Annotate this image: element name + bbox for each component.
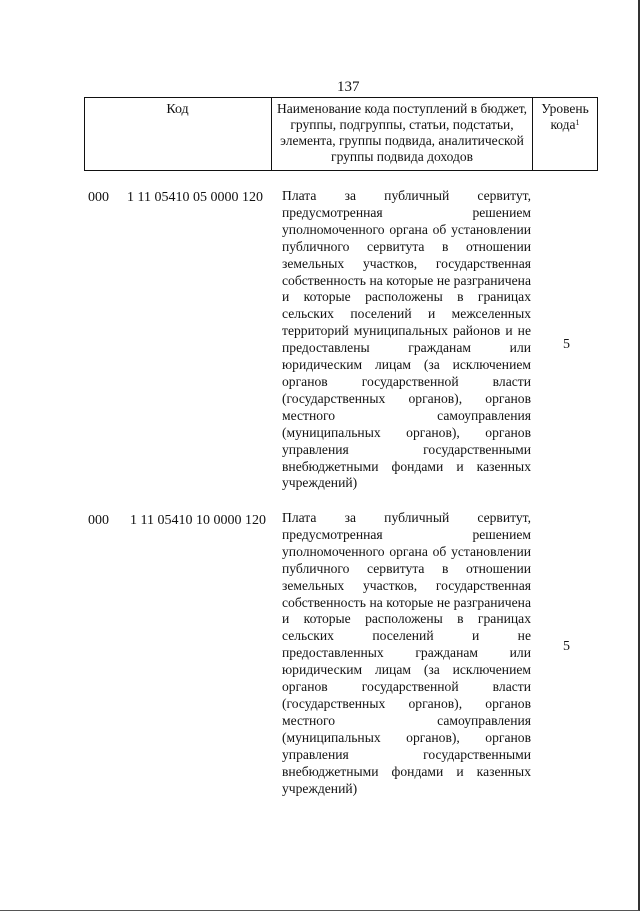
code-level: 5 bbox=[563, 337, 570, 352]
footnote-marker: 1 bbox=[575, 118, 580, 127]
revenue-code: 1 11 05410 10 0000 120 bbox=[130, 513, 266, 528]
revenue-name: Плата за публичный сервитут, предусмотренная решением уполномоченного органа об установлении публичного сервитута в отношении земельных участков, государственная собственность на которые не разграничена и которые расположены в границах сельских поселений и не предоставленных гражданам или юридическим лицам (за исключением органов государственной власти (государственных органов), органов местного самоуправления (муниципальных органов), органов управления государственными внебюджетными фондами и казенных учреждений) bbox=[282, 510, 531, 796]
revenue-name: Плата за публичный сервитут, предусмотренная решением уполномоченного органа об установлении публичного сервитута в отношении земельных участков, государственная собственность на которые не разграничена и которые расположены в границах сельских поселений и межселенных территорий муниципальных районов и не предоставлены гражданам или юридическим лицам (за исключением органов государственной власти (государственных органов), органов местного самоуправления (муниципальных органов), органов управления государственными внебюджетными фондами и казенных учреждений) bbox=[282, 188, 531, 491]
revenue-code: 1 11 05410 05 0000 120 bbox=[127, 190, 263, 205]
table-header bbox=[84, 97, 598, 171]
table-divider bbox=[271, 98, 272, 170]
header-name: Наименование кода поступлений в бюджет, группы, подгруппы, статьи, подстатьи, элемента, группы подвида, аналитической группы подвида доходов bbox=[276, 101, 527, 164]
admin-code: 000 bbox=[88, 190, 109, 205]
table-divider bbox=[532, 98, 533, 170]
page-number: 137 bbox=[337, 79, 360, 95]
table-divider bbox=[597, 98, 598, 170]
admin-code: 000 bbox=[88, 513, 109, 528]
header-level-label: Уровень кода bbox=[541, 101, 589, 132]
header-level bbox=[534, 101, 596, 133]
code-level: 5 bbox=[563, 639, 570, 654]
header-code: Код bbox=[166, 102, 189, 117]
